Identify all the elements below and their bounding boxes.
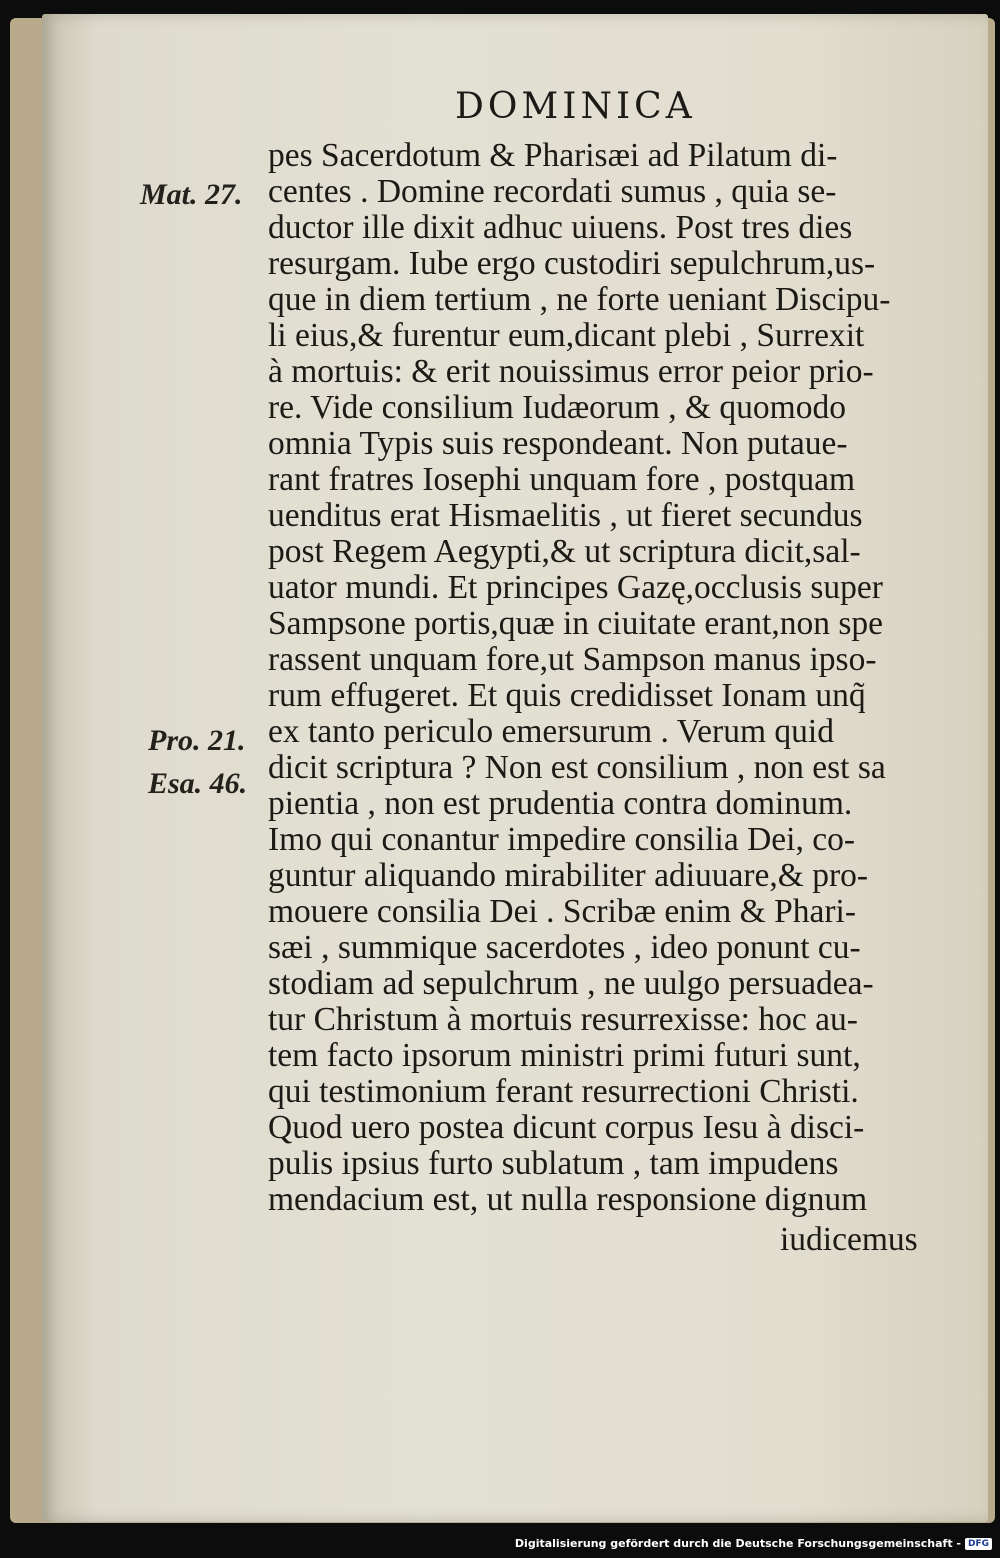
text-line: rant fratres Iosephi unquam fore , postquam [268, 461, 856, 498]
text-line: Quod uero postea dicunt corpus Iesu à disci- [268, 1109, 865, 1146]
text-line: centes . Domine recordati sumus , quia se- [268, 173, 837, 210]
credit-text: Digitalisierung gefördert durch die Deutsche Forschungsgemeinschaft - [514, 1537, 961, 1550]
text-line: ex tanto periculo emersurum . Verum quid [268, 713, 834, 750]
dfg-logo: DFG [965, 1538, 992, 1550]
margin-note-mat: Mat. 27. [140, 178, 243, 211]
text-line: qui testimonium ferant resurrectioni Christi. [268, 1073, 859, 1110]
text-line: tem facto ipsorum ministri primi futuri sunt, [268, 1037, 861, 1074]
text-line: mendacium est, ut nulla responsione dignum [268, 1181, 868, 1218]
catchword: iudicemus [780, 1221, 918, 1258]
text-line: que in diem tertium , ne forte ueniant Discipu- [268, 281, 891, 318]
text-line: omnia Typis suis respondeant. Non putaue- [268, 425, 848, 462]
page-header: DOMINICA [455, 86, 696, 127]
text-line: mouere consilia Dei . Scribæ enim & Phari- [268, 893, 856, 930]
margin-note-pro: Pro. 21. [148, 724, 246, 757]
text-line: rum effugeret. Et quis credidisset Ionam unq̃ [268, 677, 866, 714]
text-line: re. Vide consilium Iudæorum , & quomodo [268, 389, 846, 426]
text-line: ductor ille dixit adhuc uiuens. Post tres dies [268, 209, 853, 246]
text-line: rassent unquam fore,ut Sampson manus ipso- [268, 641, 877, 678]
text-line: dicit scriptura ? Non est consilium , non est sa [268, 749, 886, 786]
digitization-credit [515, 1537, 992, 1550]
text-line: pientia , non est prudentia contra dominum. [268, 785, 853, 822]
text-line: Imo qui conantur impedire consilia Dei, co- [268, 821, 856, 858]
text-line: post Regem Aegypti,& ut scriptura dicit,sal- [268, 533, 861, 570]
text-line: pulis ipsius furto sublatum , tam impudens [268, 1145, 839, 1182]
text-line: pes Sacerdotum & Pharisæi ad Pilatum di- [268, 137, 838, 174]
text-line: Sampsone portis,quæ in ciuitate erant,non spe [268, 605, 883, 642]
text-line: stodiam ad sepulchrum , ne uulgo persuadea- [268, 965, 874, 1002]
text-line: uator mundi. Et principes Gazę,occlusis super [268, 569, 883, 606]
text-line: li eius,& furentur eum,dicant plebi , Surrexit [268, 317, 865, 354]
text-line: guntur aliquando mirabiliter adiuuare,& pro- [268, 857, 869, 894]
margin-note-esa: Esa. 46. [148, 767, 248, 800]
text-line: sæi , summique sacerdotes , ideo ponunt cu- [268, 929, 861, 966]
text-line: tur Christum à mortuis resurrexisse: hoc au- [268, 1001, 858, 1038]
text-line: à mortuis: & erit nouissimus error peior prio- [268, 353, 874, 390]
text-line: resurgam. Iube ergo custodiri sepulchrum,us- [268, 245, 876, 282]
text-line: uenditus erat Hismaelitis , ut fieret secundus [268, 497, 863, 534]
